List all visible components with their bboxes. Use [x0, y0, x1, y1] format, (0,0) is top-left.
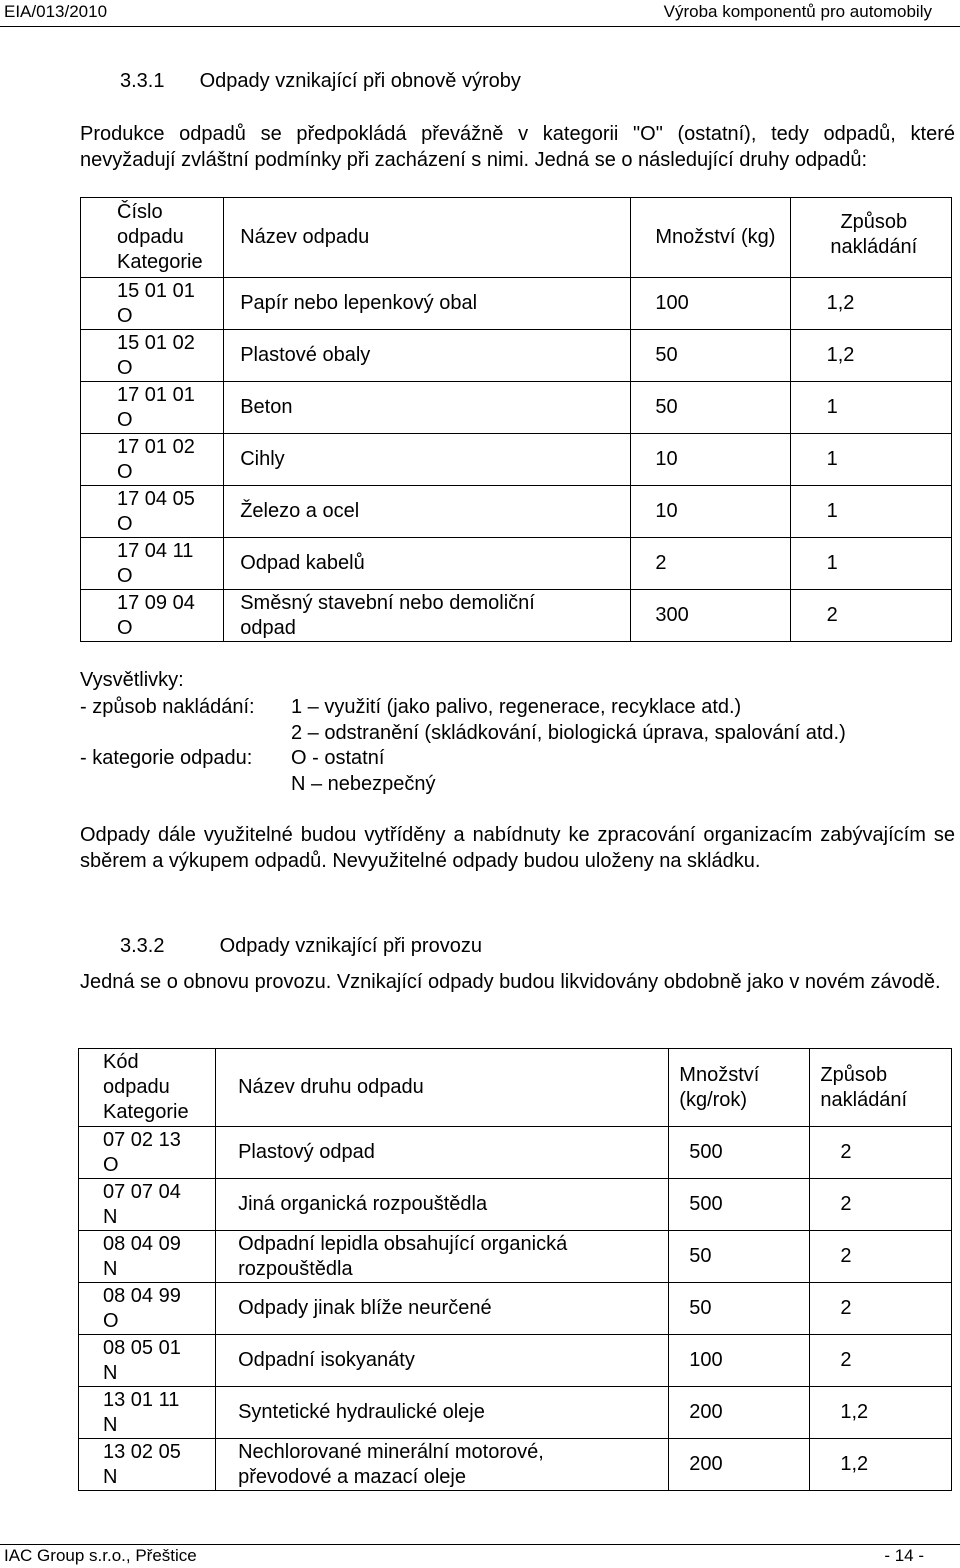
doc-id: EIA/013/2010 — [4, 2, 108, 21]
legend-title: Vysvětlivky: — [80, 669, 184, 691]
page-header — [0, 0, 960, 26]
header-qty: Množství (kg) — [631, 198, 790, 278]
section-heading-2 — [120, 935, 482, 958]
section-number: 3.3.1 — [120, 70, 165, 92]
table-row: 13 01 11 N Syntetické hydraulické oleje 200 1,2 — [79, 1387, 952, 1439]
section-heading-1 — [120, 70, 521, 93]
legend-category-o: O - ostatní — [291, 747, 385, 769]
waste-table-operation — [78, 1048, 952, 1491]
section2-intro: Jedná se o obnovu provozu. Vznikající odpady budou likvidovány obdobně jako v novém závodě. — [80, 971, 941, 993]
legend-category-label: - kategorie odpadu: — [80, 747, 253, 769]
table-row: 17 04 05 O Železo a ocel 10 1 — [81, 486, 952, 538]
doc-title: Výroba komponentů pro automobily — [663, 2, 932, 21]
table-row: 07 07 04 N Jiná organická rozpouštědla 500 2 — [79, 1179, 952, 1231]
header-code: Číslo odpadu Kategorie — [81, 198, 224, 278]
table-header-row — [81, 198, 952, 278]
waste-table-renewal — [80, 197, 952, 642]
table-row: 15 01 02 O Plastové obaly 50 1,2 — [81, 330, 952, 382]
legend-category-n: N – nebezpečný — [291, 773, 436, 795]
recycling-paragraph: Odpady dále využitelné budou vytříděny a nabídnuty ke zpracování organizacím zabývajícím se sběrem a výkupem odpadů. Nevyužitelné odpady budou uloženy na skládku. — [80, 824, 955, 872]
legend-method-1: 1 – využití (jako palivo, regenerace, recyklace atd.) — [291, 696, 742, 718]
legend-method-label: - způsob nakládání: — [80, 696, 255, 718]
table-row: 13 02 05 N Nechlorované minerální motorové, převodové a mazací oleje 200 1,2 — [79, 1439, 952, 1491]
table-row: 17 01 02 O Cihly 10 1 — [81, 434, 952, 486]
table-row: 17 04 11 O Odpad kabelů 2 1 — [81, 538, 952, 590]
section1-intro: Produkce odpadů se předpokládá převážně v kategorii "O" (ostatní), tedy odpadů, které nevyžadují zvláštní podmínky při zacházení s nimi. Jedná se o následující druhy odpadů: — [80, 123, 955, 171]
page-number: - 14 - — [884, 1546, 924, 1565]
header-name: Název odpadu — [224, 198, 631, 278]
section-title: Odpady vznikající při provozu — [219, 935, 482, 957]
footer-company: IAC Group s.r.o., Přeštice — [4, 1546, 197, 1565]
table-row: 08 05 01 N Odpadní isokyanáty 100 2 — [79, 1335, 952, 1387]
table-row: 17 09 04 O Směsný stavební nebo demoliční odpad 300 2 — [81, 590, 952, 642]
header-qty: Množství (kg/rok) — [669, 1049, 810, 1127]
header-method: Způsob nakládání — [810, 1049, 952, 1127]
section-number: 3.3.2 — [120, 935, 165, 957]
table-header-row — [79, 1049, 952, 1127]
table-row: 08 04 09 N Odpadní lepidla obsahující organická rozpouštědla 50 2 — [79, 1231, 952, 1283]
table-row: 08 04 99 O Odpady jinak blíže neurčené 50 2 — [79, 1283, 952, 1335]
table-row: 17 01 01 O Beton 50 1 — [81, 382, 952, 434]
header-method: Způsob nakládání — [790, 198, 951, 278]
header-name: Název druhu odpadu — [216, 1049, 669, 1127]
table-row: 15 01 01 O Papír nebo lepenkový obal 100 1,2 — [81, 278, 952, 330]
header-code: Kód odpadu Kategorie — [79, 1049, 216, 1127]
legend-method-2: 2 – odstranění (skládkování, biologická úprava, spalování atd.) — [291, 722, 846, 744]
header-divider — [0, 26, 960, 27]
section-title: Odpady vznikající při obnově výroby — [199, 70, 521, 92]
footer-divider — [0, 1544, 960, 1545]
table-row: 07 02 13 O Plastový odpad 500 2 — [79, 1127, 952, 1179]
